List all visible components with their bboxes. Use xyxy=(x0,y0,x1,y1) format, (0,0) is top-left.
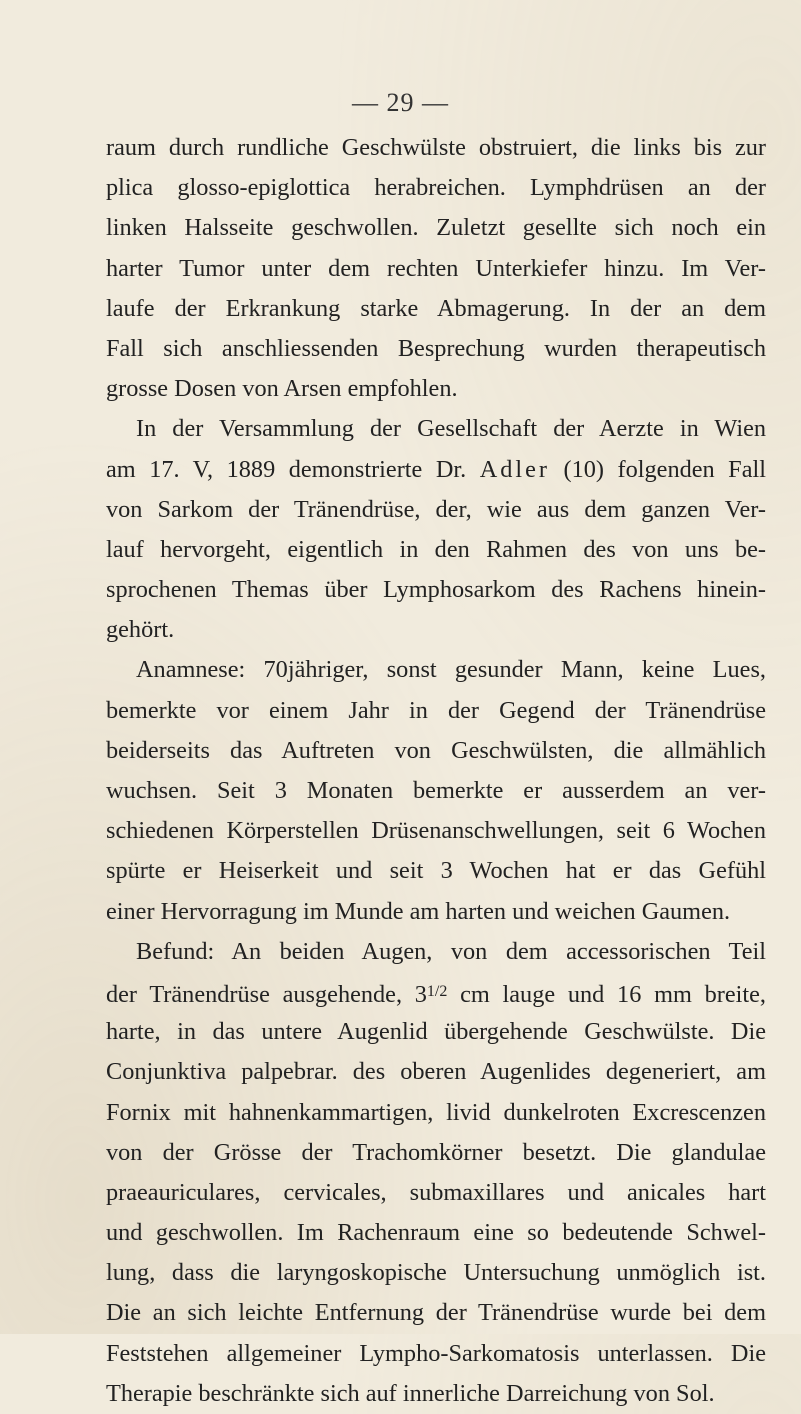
text-line: linken Halsseite geschwollen. Zuletzt gesellte sich noch ein xyxy=(106,214,766,242)
text-line: Therapie beschränkte sich auf innerliche Darreichung von Sol. xyxy=(106,1379,715,1407)
text-line: und geschwollen. Im Rachenraum eine so bedeutende Schwel- xyxy=(106,1219,766,1247)
text-line: wuchsen. Seit 3 Monaten bemerkte er ausserdem an ver- xyxy=(106,777,766,804)
text-line: Befund: An beiden Augen, von dem accessorischen Teil xyxy=(136,937,766,965)
text-line: raum durch rundliche Geschwülste obstruiert, die links bis zur xyxy=(106,134,766,161)
text-line: Die an sich leichte Entfernung der Tränendrüse wurde bei dem xyxy=(106,1299,766,1327)
text-line: Conjunktiva palpebrar. des oberen Augenlides degeneriert, am xyxy=(106,1058,766,1086)
text-line: praeauriculares, cervicales, submaxillares und anicales hart xyxy=(106,1178,766,1206)
text-segment: der Tränendrüse ausgehende, 3 xyxy=(106,980,427,1008)
text-line: Feststehen allgemeiner Lympho-Sarkomatosis unterlassen. Die xyxy=(106,1339,766,1367)
text-segment: (10) folgenden Fall xyxy=(550,455,766,483)
text-line: einer Hervorragung im Munde am harten und weichen Gaumen. xyxy=(106,897,731,925)
text-segment: am 17. V, 1889 demonstrierte Dr. xyxy=(106,455,480,483)
paragraph-4 xyxy=(106,932,766,1414)
text-line: von der Grösse der Trachomkörner besetzt. Die glandulae xyxy=(106,1138,766,1166)
text-line: In der Versammlung der Gesellschaft der Aerzte in Wien xyxy=(136,415,766,443)
paragraph-1 xyxy=(106,128,766,409)
text-line: von Sarkom der Tränendrüse, der, wie aus dem ganzen Ver- xyxy=(106,495,766,523)
text-line: lauf hervorgeht, eigentlich in den Rahmen des von uns be- xyxy=(106,535,766,563)
text-line: harte, in das untere Augenlid übergehende Geschwülste. Die xyxy=(106,1018,766,1046)
text-line: spürte er Heiserkeit und seit 3 Wochen hat er das Gefühl xyxy=(106,857,766,885)
text-line: lung, dass die laryngoskopische Untersuchung unmöglich ist. xyxy=(106,1259,766,1287)
text-line: schiedenen Körperstellen Drüsenanschwellungen, seit 6 Wochen xyxy=(106,817,766,845)
body-text xyxy=(106,128,766,1414)
paragraph-2 xyxy=(106,409,766,650)
text-segment: cm lauge und 16 mm breite, xyxy=(447,980,766,1008)
text-line: Anamnese: 70jähriger, sonst gesunder Mann, keine Lues, xyxy=(136,656,766,684)
text-line: Fall sich anschliessenden Besprechung wurden therapeutisch xyxy=(106,334,766,362)
text-line xyxy=(106,972,766,1012)
text-line: gehört. xyxy=(106,616,175,644)
fraction: 1/2 xyxy=(426,982,448,1000)
text-line: harter Tumor unter dem rechten Unterkiefer hinzu. Im Ver- xyxy=(106,254,766,282)
text-line: laufe der Erkrankung starke Abmagerung. In der an dem xyxy=(106,294,766,322)
text-line: grosse Dosen von Arsen empfohlen. xyxy=(106,375,458,403)
page-number: — 29 — xyxy=(352,88,449,117)
text-line: beiderseits das Auftreten von Geschwülsten, die allmählich xyxy=(106,736,766,764)
paragraph-3 xyxy=(106,650,766,931)
text-line: plica glosso-epiglottica herabreichen. Lymphdrüsen an der xyxy=(106,174,766,202)
text-line: sprochenen Themas über Lymphosarkom des Rachens hinein- xyxy=(106,576,766,604)
text-line: bemerkte vor einem Jahr in der Gegend der Tränendrüse xyxy=(106,696,766,724)
text-line xyxy=(106,450,766,490)
text-line: Fornix mit hahnenkammartigen, livid dunkelroten Excrescenzen xyxy=(106,1098,766,1126)
author-name: Adler xyxy=(479,455,551,483)
